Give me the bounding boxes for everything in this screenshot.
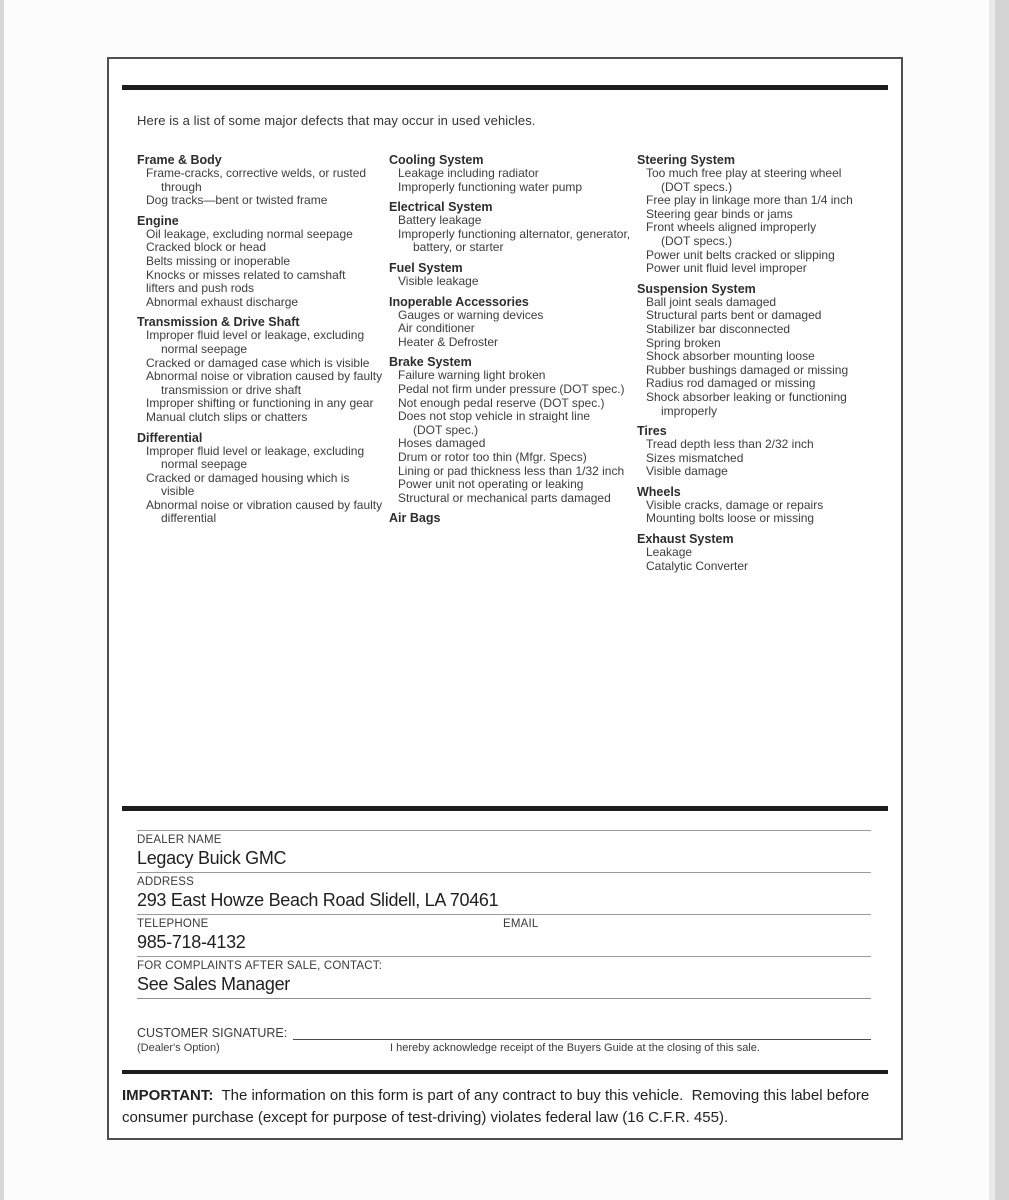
defect-line: Knocks or misses related to camshaft bbox=[146, 267, 346, 282]
dealer-name-label: DEALER NAME bbox=[137, 834, 222, 846]
complaints-field bbox=[137, 956, 871, 999]
defect-line: differential bbox=[161, 511, 217, 526]
important-label: IMPORTANT: bbox=[122, 1087, 214, 1104]
defect-line: transmission or drive shaft bbox=[161, 382, 302, 397]
defect-line: Improperly functioning water pump bbox=[398, 179, 583, 194]
defect-line: (DOT specs.) bbox=[661, 179, 733, 194]
address-label: ADDRESS bbox=[137, 876, 194, 888]
photo-edge-left bbox=[0, 0, 4, 1200]
defect-line: Spring broken bbox=[646, 335, 721, 350]
defect-line: Manual clutch slips or chatters bbox=[146, 409, 308, 424]
defect-line: Power unit fluid level improper bbox=[646, 261, 807, 276]
defect-line: Ball joint seals damaged bbox=[646, 294, 777, 309]
defect-line: Improper fluid level or leakage, excluding bbox=[146, 443, 365, 458]
bottom-rule bbox=[122, 1070, 888, 1074]
dealer-name-value: Legacy Buick GMC bbox=[137, 848, 287, 868]
customer-signature-label: CUSTOMER SIGNATURE: bbox=[137, 1026, 288, 1040]
email-field bbox=[503, 917, 871, 953]
defect-line: Not enough pedal reserve (DOT spec.) bbox=[398, 395, 605, 410]
intro-text: Here is a list of some major defects that may occur in used vehicles. bbox=[137, 113, 536, 128]
defect-line: improperly bbox=[661, 403, 718, 418]
acknowledgment-text: I hereby acknowledge receipt of the Buyers Guide at the closing of this sale. bbox=[390, 1042, 760, 1054]
defect-line: Improper shifting or functioning in any gear bbox=[146, 396, 374, 411]
defect-line: Lining or pad thickness less than 1/32 inch bbox=[398, 463, 625, 478]
defect-line: Cracked or damaged case which is visible bbox=[146, 355, 370, 370]
defect-line: Visible cracks, damage or repairs bbox=[646, 497, 824, 512]
complaints-label: FOR COMPLAINTS AFTER SALE, CONTACT: bbox=[137, 960, 383, 972]
defect-line: Tread depth less than 2/32 inch bbox=[646, 437, 814, 452]
defect-line: Steering gear binds or jams bbox=[646, 206, 793, 221]
defect-line: Structural parts bent or damaged bbox=[646, 308, 822, 323]
signature-block bbox=[137, 1026, 871, 1054]
mid-rule bbox=[122, 806, 888, 811]
defect-line: battery, or starter bbox=[413, 240, 504, 255]
defect-section-heading: Cooling System bbox=[389, 153, 484, 167]
complaints-value: See Sales Manager bbox=[137, 974, 290, 994]
defect-section-heading: Inoperable Accessories bbox=[389, 294, 529, 309]
telephone-label: TELEPHONE bbox=[137, 918, 209, 930]
defect-line: Radius rod damaged or missing bbox=[646, 376, 816, 391]
telephone-email-row bbox=[137, 914, 871, 956]
defect-line: Leakage including radiator bbox=[398, 166, 539, 180]
defect-section-heading: Wheels bbox=[637, 484, 681, 499]
defect-section-heading: Fuel System bbox=[389, 260, 463, 275]
defect-line: Pedal not firm under pressure (DOT spec.) bbox=[398, 381, 625, 396]
defect-line: lifters and push rods bbox=[146, 281, 255, 296]
defect-line: Oil leakage, excluding normal seepage bbox=[146, 226, 353, 241]
defect-line: Abnormal noise or vibration caused by faulty bbox=[146, 497, 383, 512]
defect-line: Free play in linkage more than 1/4 inch bbox=[646, 193, 853, 208]
defects-column-3 bbox=[637, 153, 887, 573]
defect-section-heading: Frame & Body bbox=[137, 153, 222, 167]
defects-column-1 bbox=[137, 153, 387, 526]
defect-line: Power unit belts cracked or slipping bbox=[646, 247, 835, 262]
defect-line: Too much free play at steering wheel bbox=[646, 166, 842, 180]
defect-line: Cracked or damaged housing which is bbox=[146, 470, 350, 485]
defect-line: Belts missing or inoperable bbox=[146, 253, 291, 268]
defect-line: Abnormal exhaust discharge bbox=[146, 294, 299, 309]
defect-section-heading: Brake System bbox=[389, 355, 472, 370]
defect-section-heading: Steering System bbox=[637, 153, 735, 167]
defect-line: Improper fluid level or leakage, excluding bbox=[146, 328, 365, 343]
defect-line: visible bbox=[161, 484, 195, 499]
defect-line: normal seepage bbox=[161, 457, 248, 472]
dealer-name-field bbox=[137, 830, 871, 872]
dealer-info-form bbox=[137, 830, 871, 1054]
defect-line: Shock absorber mounting loose bbox=[646, 349, 815, 364]
defect-line: Battery leakage bbox=[398, 213, 482, 228]
defect-line: Shock absorber leaking or functioning bbox=[646, 389, 847, 404]
defect-line: normal seepage bbox=[161, 341, 248, 356]
telephone-value: 985-718-4132 bbox=[137, 932, 246, 952]
important-text: The information on this form is part of any contract to buy this vehicle. Removing this label before consumer purchase (except for purpose of test-driving) violates federal law (16 C.F.R. 455). bbox=[122, 1087, 874, 1126]
defect-line: Front wheels aligned improperly bbox=[646, 220, 817, 235]
defect-line: Sizes mismatched bbox=[646, 450, 744, 465]
defect-line: Improperly functioning alternator, generator, bbox=[398, 226, 631, 241]
important-notice bbox=[122, 1085, 879, 1128]
photo-edge-right bbox=[989, 0, 1009, 1200]
defect-line: Drum or rotor too thin (Mfgr. Specs) bbox=[398, 449, 587, 464]
defect-line: Cracked block or head bbox=[146, 240, 267, 255]
defect-line: Failure warning light broken bbox=[398, 368, 546, 383]
signature-line bbox=[293, 1026, 871, 1040]
defect-line: Heater & Defroster bbox=[398, 334, 499, 349]
defect-section-heading: Air Bags bbox=[389, 511, 441, 526]
defect-line: Visible damage bbox=[646, 464, 728, 479]
defect-line: (DOT specs.) bbox=[661, 233, 733, 248]
defect-line: Power unit not operating or leaking bbox=[398, 477, 584, 492]
defect-line: (DOT spec.) bbox=[413, 422, 479, 437]
top-rule bbox=[122, 85, 888, 90]
email-label: EMAIL bbox=[503, 918, 539, 930]
address-field bbox=[137, 872, 871, 914]
defect-section-heading: Electrical System bbox=[389, 200, 493, 215]
defect-line: Structural or mechanical parts damaged bbox=[398, 490, 611, 505]
defect-section-heading: Suspension System bbox=[637, 281, 756, 296]
defect-line: Frame-cracks, corrective welds, or rusted bbox=[146, 166, 367, 180]
defect-line: Gauges or warning devices bbox=[398, 307, 544, 322]
defect-section-heading: Differential bbox=[137, 430, 203, 445]
email-value bbox=[503, 931, 871, 953]
defect-line: through bbox=[161, 179, 202, 194]
address-value: 293 East Howze Beach Road Slidell, LA 70461 bbox=[137, 890, 499, 910]
defect-line: Leakage bbox=[646, 545, 693, 560]
defect-line: Dog tracks—bent or twisted frame bbox=[146, 193, 328, 208]
defect-line: Stabilizer bar disconnected bbox=[646, 321, 791, 336]
defect-line: Rubber bushings damaged or missing bbox=[646, 362, 849, 377]
defect-line: Air conditioner bbox=[398, 321, 475, 336]
defect-line: Catalytic Converter bbox=[646, 558, 749, 573]
defect-section-heading: Tires bbox=[637, 424, 667, 439]
defect-section-heading: Engine bbox=[137, 213, 179, 228]
defect-line: Mounting bolts loose or missing bbox=[646, 511, 815, 526]
defect-line: Abnormal noise or vibration caused by faulty bbox=[146, 369, 383, 384]
defect-line: Visible leakage bbox=[398, 273, 479, 288]
dealers-option-note: (Dealer's Option) bbox=[137, 1042, 220, 1054]
defects-column-2 bbox=[389, 153, 637, 525]
telephone-field bbox=[137, 917, 503, 953]
defect-section-heading: Exhaust System bbox=[637, 532, 734, 547]
defect-section-heading: Transmission & Drive Shaft bbox=[137, 315, 300, 330]
buyers-guide-page bbox=[107, 57, 903, 1140]
defect-line: Does not stop vehicle in straight line bbox=[398, 409, 591, 424]
defect-line: Hoses damaged bbox=[398, 436, 486, 451]
